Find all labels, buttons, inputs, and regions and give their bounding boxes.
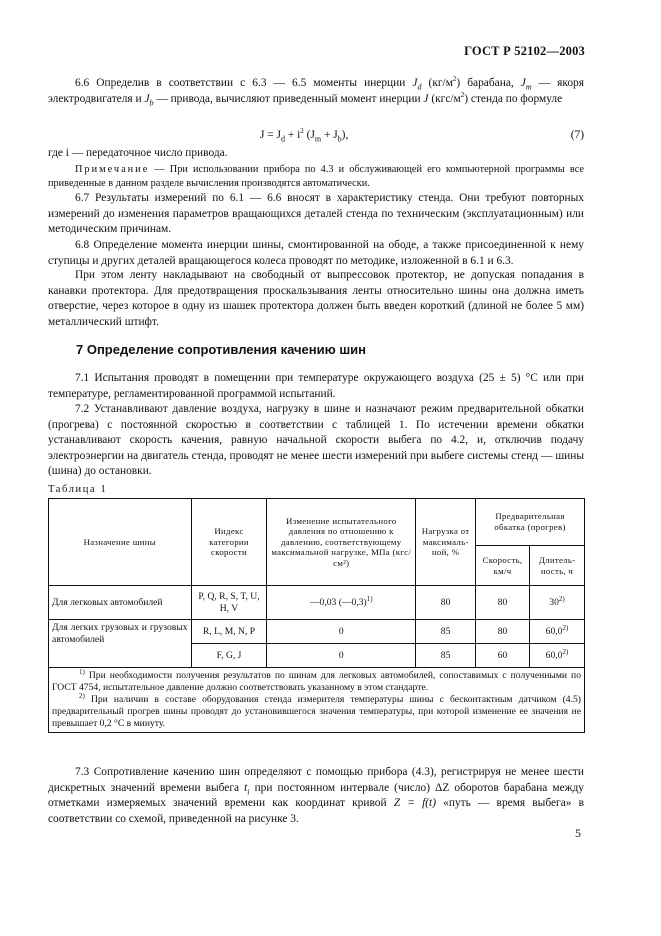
th-pressure: Изменение испытательного давления по отношению к давлению, соответствующему максимальной нагрузке, МПа (кгс/см²) [267,499,416,586]
table-caption: Таблица 1 [48,484,108,495]
table-row: Для легковых автомобилей P, Q, R, S, T, U, H, V —0,03 (—0,3)$^{1)}$ 80 80 30$^{2)}$ [49,586,585,620]
section-6-8: 6.8 Определение момента инерции шины, смонтированной на ободе, а также присоединенной к нему ступицы и других деталей вращающегося колеса проводят по методике, изложенной в 6.1 и 6.3. [48,239,584,267]
th-load: Нагрузка от максимальной, % [416,499,476,586]
section-6-6: 6.6 Определив в соответствии с 6.3 — 6.5 моменты инерции $J_d$ $(кг/м^2)$ барабана, $J_m$ — якоря электродвигателя и $J_b$ — привода, вычисляют приведенный момент инерции J $(кгс/м^2)$ стенда по формуле [48,75,584,107]
section-6-8-continued: При этом ленту накладывают на свободный от выпрессовок протектор, не допуская попадания в канавки протектора. Для предотвращения проскальзывания ленты относительно шины она должна иметь отверстие, через которое в одну из шашек протектора должен быть введен короткий (длиной не более 5 мм) металлический штифт. [48,269,584,328]
table-1 [48,498,585,733]
table-row: Для легких грузовых и грузовых автомобилей R, L, M, N, P 0 85 80 60,0$^{2)}$ [49,620,585,644]
th-index: Индекс категории скорости [191,499,267,586]
note [48,163,584,190]
s6-6-part-a: 6.6 Определив в соответствии с 6.3 — 6.5 моменты инерции [75,77,413,89]
note-label: Примечание [75,164,150,175]
page-number: 5 [575,826,581,840]
section-7-title: 7 Определение сопротивления качению шин [76,342,367,357]
footnote-1: $^{1)}$ При необходимости получения результатов по шинам для легковых автомобилей, сопоставимых с полученными по ГОСТ 4754, испытательное давление должно соответствовать указанному в этом стандарте. [52,667,581,693]
standard-header: ГОСТ Р 52102—2003 [464,44,585,58]
section-7-1: 7.1 Испытания проводят в помещении при температуре окружающего воздуха (25 ± 5) °С или при температуре, регламентированной программой испытаний. [48,372,584,400]
table-footnotes [49,668,585,733]
th-speed: Скорость, км/ч [476,546,530,586]
th-runin: Предварительная обкатка (прогрев) [476,499,585,546]
formula-7: $J = J_d + i^2$ $(J_m + J_b)$, (7) [260,127,584,144]
where-line: где i — передаточное число привода. [48,147,228,159]
table-header-row [49,499,585,546]
section-6-7: 6.7 Результаты измерений по 6.1 — 6.6 вносят в характеристику стенда. Они требуют повторных измерений до изменения параметров вращающихся деталей стенда по техническим (эксплуатационным) или методическим причинам. [48,192,584,236]
section-7-2: 7.2 Устанавливают давление воздуха, нагрузку в шине и назначают режим предварительной обкатки (прогрева) с постоянной скоростью в соответствии с таблицей 1. По истечении времени обкатки устанавливают скорость качения, равную начальной скорости выбега по 4.2, и, отключив подачу электроэнергии на двигатель стенда, проводят не менее шести измерений при выбеге системы стенд — шины (шина) до остановки. [48,403,584,478]
formula-number: (7) [570,129,584,141]
table-row: F, G, J 0 85 60 60,0$^{2)}$ [49,644,585,668]
th-purpose: Назначение шины [49,499,192,586]
section-7-3: 7.3 Сопротивление качению шин определяют с помощью прибора (4.3), регистрируя не менее шести дискретных значений времени выбега $t_i$ при постоянном интервале (число) ΔZ оборотов барабана между отметками измеряемых значений времени как координат кривой Z = f(t) «путь — время выбега» в соответствии со схемой, приведенной на рисунке 3. [48,766,585,825]
th-duration: Длительность, ч [530,546,585,586]
note-text: — При использовании прибора по 4.3 и обслуживающей его компьютерной программы все приведенные в данном разделе вычисления производятся автоматически. [48,164,584,189]
footnote-2: $^{2)}$ При наличии в составе оборудования стенда измерителя температуры шины с бесконтактным датчиком (4.5) предварительный прогрев шины проводят до установившегося значения температуры, при которой изменение ее значения не превышает 0,2 °С в минуту. [52,691,581,729]
